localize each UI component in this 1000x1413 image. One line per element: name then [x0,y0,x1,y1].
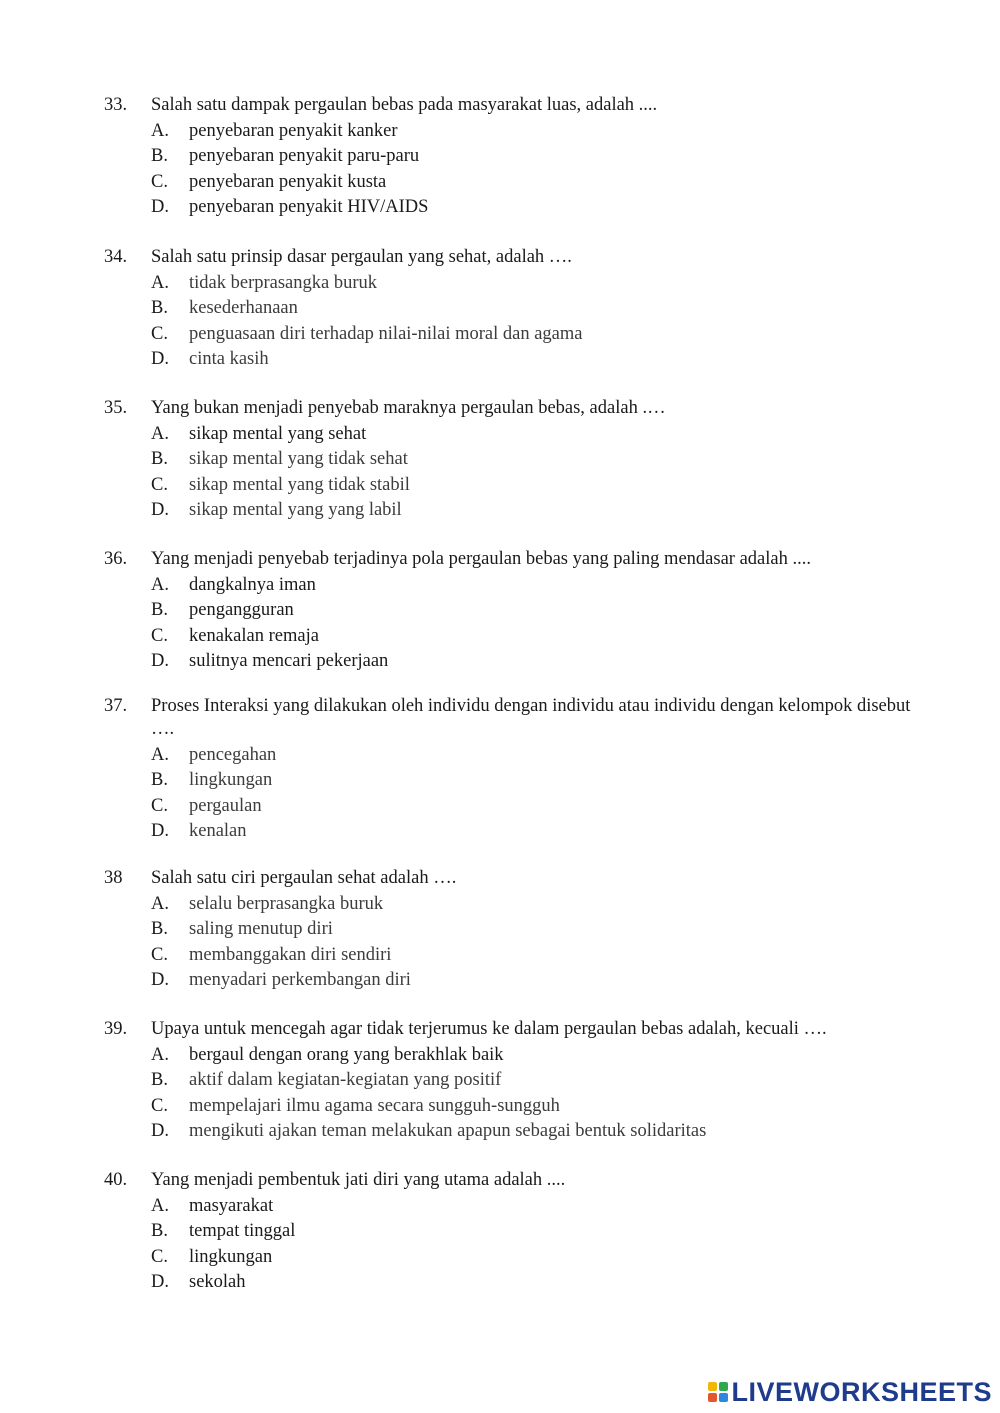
option-letter: D. [151,1120,169,1141]
option-b [151,296,934,321]
question-number: 39. [104,1019,128,1039]
option-text: saling menutup diri [189,919,333,940]
option-c [151,794,934,819]
option-d [151,347,934,372]
option-letter: C. [151,171,168,192]
option-letter: B. [151,1070,168,1091]
option-text: sikap mental yang yang labil [189,499,402,520]
option-a [151,119,934,144]
option-letter: C. [151,625,168,646]
option-d [151,1270,934,1295]
logo-block [708,1382,717,1391]
question-stem [104,867,934,892]
option-b [151,598,934,623]
question-stem [104,1018,934,1043]
option-letter: B. [151,770,168,791]
option-d [151,1119,934,1144]
option-b [151,1219,934,1244]
option-text: dangkalnya iman [189,575,316,595]
logo-blocks-icon [708,1382,728,1402]
option-text: sulitnya mencari pekerjaan [189,650,389,671]
option-text: penyebaran penyakit kanker [189,121,398,141]
option-text: menyadari perkembangan diri [189,969,411,990]
option-letter: C. [151,1095,168,1116]
logo-block [719,1382,728,1391]
option-b [151,144,934,169]
option-letter: D. [151,820,169,841]
option-text: sekolah [189,1271,246,1292]
option-c [151,624,934,649]
option-d [151,498,934,523]
question-number: 40. [104,1170,128,1190]
question-text: Salah satu ciri pergaulan sehat adalah …. [151,868,457,888]
question-number: 34. [104,247,128,267]
question-stem [104,548,934,573]
question-stem [104,94,934,119]
logo-block [719,1393,728,1402]
option-letter: B. [151,600,168,621]
question-text: Yang bukan menjadi penyebab maraknya pergaulan bebas, adalah .… [151,398,666,418]
question-number: 36. [104,549,128,569]
option-letter: D. [151,969,169,990]
question-38 [104,867,934,993]
option-text: masyarakat [189,1196,274,1216]
question-number: 33. [104,95,128,115]
option-a [151,422,934,447]
question-text: Yang menjadi pembentuk jati diri yang utama adalah .... [151,1170,566,1190]
option-text: lingkungan [189,770,273,791]
option-c [151,1245,934,1270]
option-b [151,768,934,793]
question-number: 38 [104,868,123,888]
option-d [151,819,934,844]
option-text: bergaul dengan orang yang berakhlak baik [189,1045,504,1065]
liveworksheets-logo[interactable] [708,1377,992,1407]
option-text: penyebaran penyakit paru-paru [189,146,420,167]
option-letter: A. [151,894,169,914]
question-text: Upaya untuk mencegah agar tidak terjerumus ke dalam pergaulan bebas adalah, kecuali …. [151,1019,827,1039]
question-stem [104,246,934,271]
option-b [151,917,934,942]
question-text: Yang menjadi penyebab terjadinya pola pergaulan bebas yang paling mendasar adalah .... [151,549,811,569]
option-text: penguasaan diri terhadap nilai-nilai moral dan agama [189,323,583,344]
option-a [151,573,934,598]
option-d [151,968,934,993]
option-d [151,649,934,674]
option-a [151,1043,934,1068]
option-letter: D. [151,196,169,217]
option-a [151,1194,934,1219]
option-c [151,473,934,498]
option-letter: D. [151,499,169,520]
question-37 [104,695,934,844]
option-text: pengangguran [189,600,294,621]
question-stem [104,1169,934,1194]
option-letter: B. [151,1221,168,1242]
option-letter: C. [151,323,168,344]
option-letter: C. [151,944,168,965]
option-d [151,195,934,220]
question-36 [104,548,934,674]
logo-text: LIVEWORKSHEETS [731,1376,992,1407]
option-letter: A. [151,1196,169,1216]
option-letter: A. [151,575,169,595]
option-c [151,943,934,968]
option-b [151,1068,934,1093]
option-letter: C. [151,474,168,495]
question-text: Salah satu dampak pergaulan bebas pada masyarakat luas, adalah .... [151,95,658,115]
option-text: tidak berprasangka buruk [189,273,378,293]
question-33 [104,94,934,220]
option-letter: A. [151,745,169,765]
option-letter: B. [151,146,168,167]
option-b [151,447,934,472]
option-letter: A. [151,121,169,141]
option-text: kesederhanaan [189,298,298,319]
option-a [151,892,934,917]
question-text: Salah satu prinsip dasar pergaulan yang sehat, adalah …. [151,247,572,267]
question-number: 37. [104,696,128,716]
option-letter: A. [151,273,169,293]
question-35 [104,397,934,523]
question-text: Proses Interaksi yang dilakukan oleh individu dengan individu atau individu dengan kelompok disebut …. [151,696,911,739]
option-text: penyebaran penyakit HIV/AIDS [189,196,429,217]
question-number: 35. [104,398,128,418]
option-text: pencegahan [189,745,277,765]
option-text: penyebaran penyakit kusta [189,171,387,192]
option-c [151,1094,934,1119]
logo-block [708,1393,717,1402]
option-text: kenalan [189,820,247,841]
option-text: cinta kasih [189,348,269,369]
question-stem [104,397,934,422]
option-a [151,271,934,296]
option-text: kenakalan remaja [189,625,319,646]
option-text: aktif dalam kegiatan-kegiatan yang positif [189,1070,502,1091]
question-stem [104,695,934,743]
option-text: pergaulan [189,795,262,816]
option-text: lingkungan [189,1246,273,1267]
option-text: selalu berprasangka buruk [189,894,384,914]
option-letter: B. [151,919,168,940]
option-letter: A. [151,424,169,444]
option-letter: D. [151,348,169,369]
question-40 [104,1169,934,1295]
option-letter: A. [151,1045,169,1065]
option-text: membanggakan diri sendiri [189,944,392,965]
option-letter: B. [151,298,168,319]
option-text: sikap mental yang tidak sehat [189,449,408,470]
option-letter: D. [151,650,169,671]
option-a [151,743,934,768]
option-text: mempelajari ilmu agama secara sungguh-sungguh [189,1095,560,1116]
option-text: mengikuti ajakan teman melakukan apapun sebagai bentuk solidaritas [189,1120,707,1141]
option-letter: B. [151,449,168,470]
question-34 [104,246,934,372]
option-letter: C. [151,795,168,816]
option-text: sikap mental yang sehat [189,424,367,444]
option-c [151,322,934,347]
option-text: sikap mental yang tidak stabil [189,474,410,495]
option-letter: D. [151,1271,169,1292]
option-text: tempat tinggal [189,1221,296,1242]
option-letter: C. [151,1246,168,1267]
option-c [151,170,934,195]
question-39 [104,1018,934,1144]
